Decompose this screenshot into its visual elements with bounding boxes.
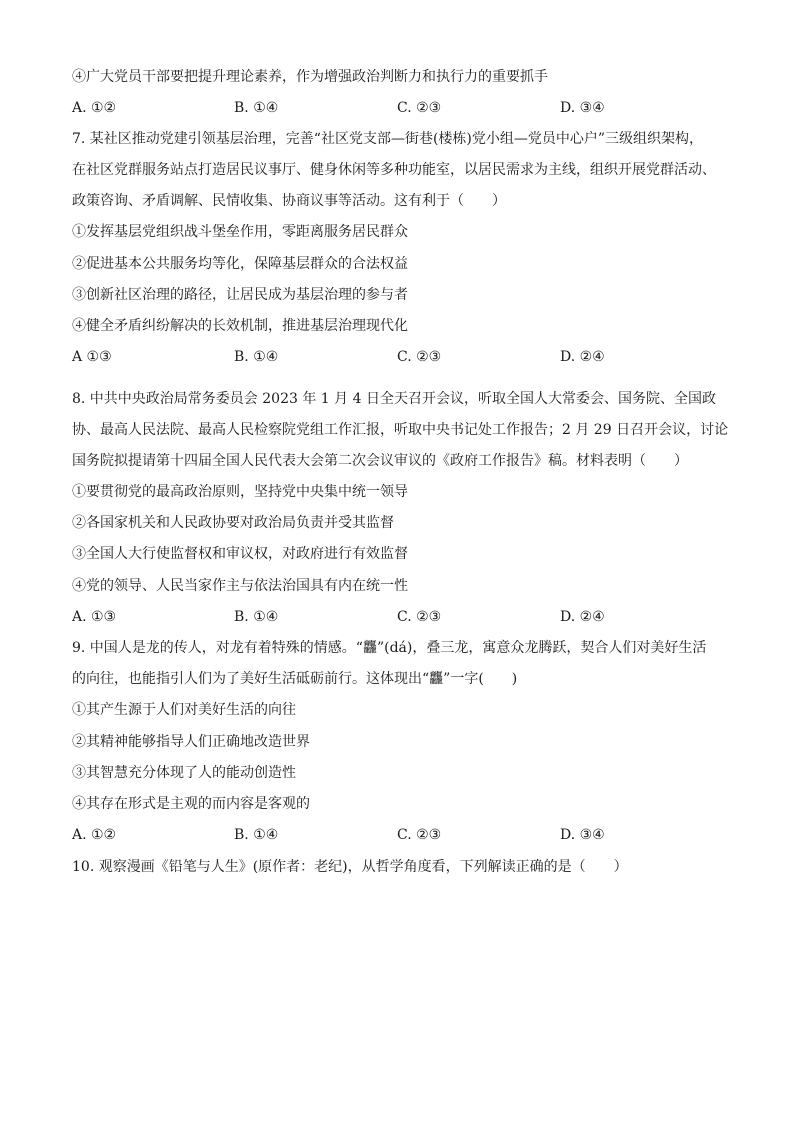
q6-statement-4: ④广大党员干部要把提升理论素养，作为增强政治判断力和执行力的重要抓手: [72, 69, 548, 85]
q7-option-c[interactable]: C. ②③: [397, 349, 442, 365]
q6-option-b[interactable]: B. ①④: [234, 100, 279, 116]
q7-statement-1: ①发挥基层党组织战斗堡垒作用，零距离服务居民群众: [72, 224, 408, 240]
q6-option-c[interactable]: C. ②③: [397, 100, 442, 116]
q9-options: [72, 825, 732, 845]
q8-statement-2: ②各国家机关和人民政协要对政治局负责并受其监督: [72, 515, 394, 531]
q8-option-b[interactable]: B. ①④: [234, 609, 279, 625]
q7-statement-4: ④健全矛盾纠纷解决的长效机制，推进基层治理现代化: [72, 318, 408, 334]
q7-stem-line-1: 7. 某社区推动党建引领基层治理，完善“社区党支部—街巷(楼栋)党小组—党员中心户”三级组织架构，: [72, 131, 704, 147]
q7-stem-line-2: 在社区党群服务站点打造居民议事厅、健身休闲等多种功能室，以居民需求为主线，组织开展党群活动、: [72, 162, 716, 178]
q8-option-a[interactable]: A. ①③: [72, 609, 117, 625]
q9-option-d[interactable]: D. ③④: [560, 827, 605, 843]
q6-option-a[interactable]: A. ①②: [72, 100, 117, 116]
q7-option-b[interactable]: B. ①④: [234, 349, 279, 365]
q10-stem-line-1: 10. 观察漫画《铅笔与人生》(原作者：老纪)，从哲学角度看，下列解读正确的是（ ）: [72, 859, 628, 875]
q8-statement-3: ③全国人大行使监督权和审议权，对政府进行有效监督: [72, 546, 408, 562]
q8-options: [72, 607, 732, 627]
q6-options: [72, 98, 732, 118]
q9-option-a[interactable]: A. ①②: [72, 827, 117, 843]
q9-stem-line-1: 9. 中国人是龙的传人，对龙有着特殊的情感。“龘”(dá)，叠三龙，寓意众龙腾跃，契合人们对美好生活: [72, 640, 707, 656]
q9-statement-1: ①其产生源于人们对美好生活的向往: [72, 702, 296, 718]
q8-statement-1: ①要贯彻党的最高政治原则，坚持党中央集中统一领导: [72, 484, 408, 500]
q7-options: [72, 347, 732, 367]
q9-stem-line-2: 的向往，也能指引人们为了美好生活砥砺前行。这体现出“龘”一字( ): [72, 671, 518, 687]
q9-option-b[interactable]: B. ①④: [234, 827, 279, 843]
q9-statement-3: ③其智慧充分体现了人的能动创造性: [72, 765, 296, 781]
q9-statement-4: ④其存在形式是主观的而内容是客观的: [72, 796, 310, 812]
q7-statement-2: ②促进基本公共服务均等化，保障基层群众的合法权益: [72, 256, 408, 272]
q7-statement-3: ③创新社区治理的路径，让居民成为基层治理的参与者: [72, 287, 408, 303]
q8-option-c[interactable]: C. ②③: [397, 609, 442, 625]
q7-stem-line-3: 政策咨询、矛盾调解、民情收集、协商议事等活动。这有利于（ ）: [72, 193, 506, 209]
q7-option-d[interactable]: D. ②④: [560, 349, 605, 365]
q9-statement-2: ②其精神能够指导人们正确地改造世界: [72, 734, 310, 750]
q8-stem-line-3: 国务院拟提请第十四届全国人民代表大会第二次会议审议的《政府工作报告》稿。材料表明（ ）: [72, 453, 688, 469]
q7-option-a[interactable]: A ①③: [72, 349, 112, 365]
q8-stem-line-2: 协、最高人民法院、最高人民检察院党组工作汇报，听取中央书记处工作报告；2 月 29 日召开会议，讨论: [72, 422, 729, 438]
q9-option-c[interactable]: C. ②③: [397, 827, 442, 843]
q8-option-d[interactable]: D. ②④: [560, 609, 605, 625]
q6-option-d[interactable]: D. ③④: [560, 100, 605, 116]
q8-stem-line-1: 8. 中共中央政治局常务委员会 2023 年 1 月 4 日全天召开会议，听取全国人大常委会、国务院、全国政: [72, 391, 716, 407]
q8-statement-4: ④党的领导、人民当家作主与依法治国具有内在统一性: [72, 578, 408, 594]
